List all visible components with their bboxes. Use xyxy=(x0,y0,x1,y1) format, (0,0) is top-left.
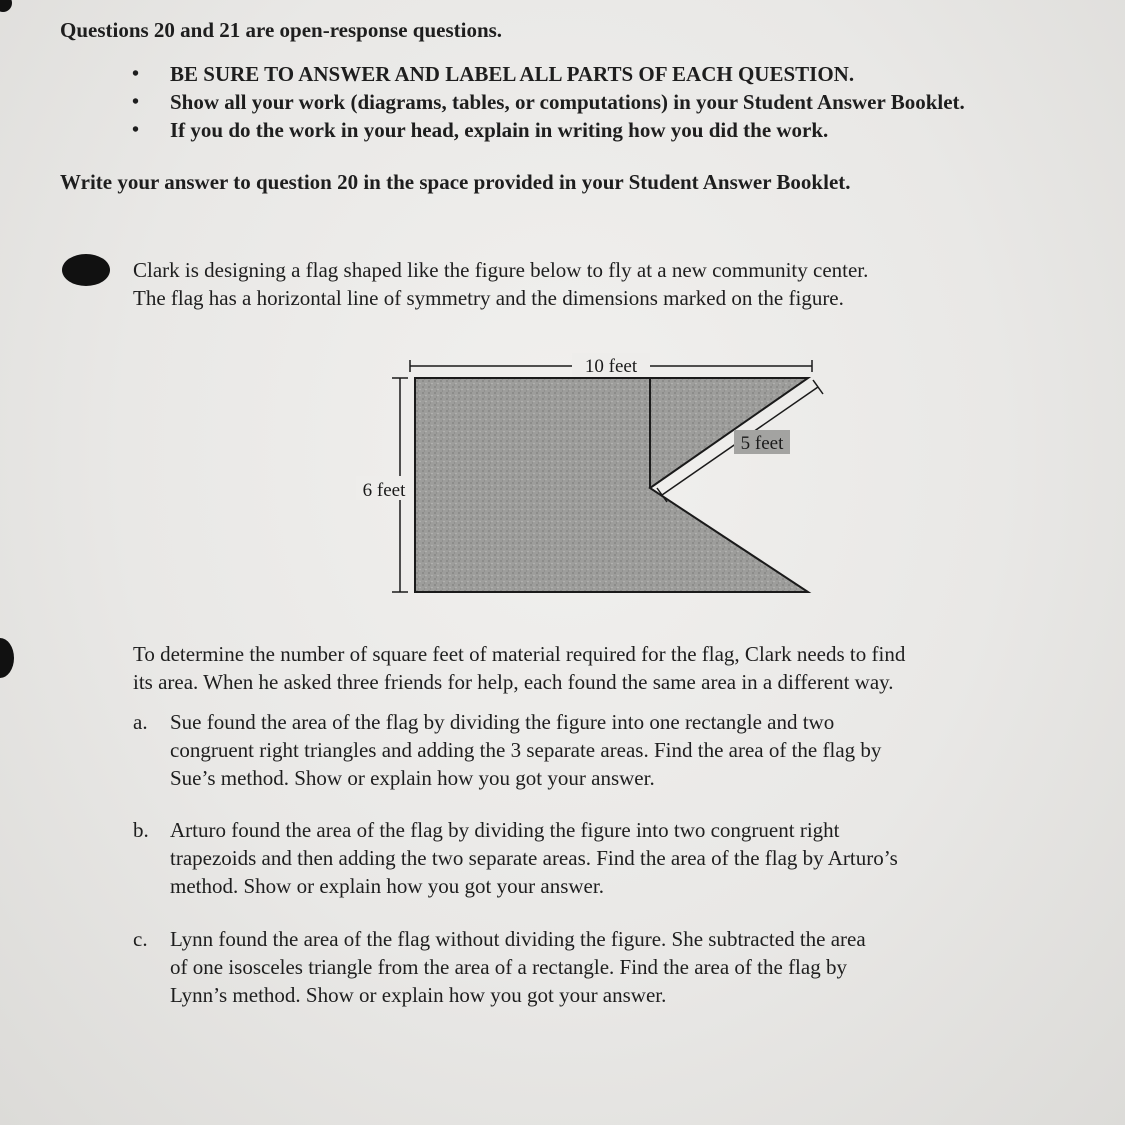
part-letter: c. xyxy=(133,927,148,951)
flag-diagram xyxy=(350,350,840,610)
diagonal-label: 5 feet xyxy=(740,433,784,454)
part-line: congruent right triangles and adding the 3 separate areas. Find the area of the flag by xyxy=(170,738,882,762)
instruction-bullets xyxy=(132,60,965,144)
part-line: Arturo found the area of the flag by dividing the figure into two congruent right xyxy=(170,818,840,842)
bullet-item: • BE SURE TO ANSWER AND LABEL ALL PARTS OF EACH QUESTION. xyxy=(132,60,965,88)
width-label: 10 feet xyxy=(584,356,638,377)
intro-line: Clark is designing a flag shaped like the figure below to fly at a new community center. xyxy=(133,258,869,282)
part-line: Lynn found the area of the flag without dividing the figure. She subtracted the area xyxy=(170,927,866,951)
part-line: Lynn’s method. Show or explain how you got your answer. xyxy=(170,983,667,1007)
question-intro xyxy=(133,256,1033,312)
answer-instruction: Write your answer to question 20 in the space provided in your Student Answer Booklet. xyxy=(60,170,851,194)
height-label: 6 feet xyxy=(362,480,406,501)
part-line: of one isosceles triangle from the area of a rectangle. Find the area of the flag by xyxy=(170,955,847,979)
corner-mark xyxy=(0,0,12,12)
body-line: its area. When he asked three friends for help, each found the same area in a different way. xyxy=(133,670,894,694)
question-body xyxy=(133,640,1053,696)
section-header: Questions 20 and 21 are open-response questions. xyxy=(60,18,503,42)
part-line: trapezoids and then adding the two separate areas. Find the area of the flag by Arturo’s xyxy=(170,846,898,870)
part-text xyxy=(170,925,1040,1009)
flag-shape xyxy=(415,378,808,592)
body-line: To determine the number of square feet of material required for the flag, Clark needs to find xyxy=(133,642,906,666)
bullet-item: • If you do the work in your head, explain in writing how you did the work. xyxy=(132,116,965,144)
part-line: Sue found the area of the flag by dividing the figure into one rectangle and two xyxy=(170,710,835,734)
part-line: method. Show or explain how you got your answer. xyxy=(170,874,604,898)
part-line: Sue’s method. Show or explain how you got your answer. xyxy=(170,766,655,790)
intro-line: The flag has a horizontal line of symmetry and the dimensions marked on the figure. xyxy=(133,286,844,310)
question-marker xyxy=(62,254,110,286)
part-letter: a. xyxy=(133,710,148,734)
margin-mark xyxy=(0,638,14,678)
part-text xyxy=(170,708,1040,792)
diagonal-tick-high xyxy=(813,380,823,394)
flag-figure xyxy=(350,350,840,610)
bullet-item: • Show all your work (diagrams, tables, or computations) in your Student Answer Booklet. xyxy=(132,88,965,116)
part-letter: b. xyxy=(133,818,149,842)
part-text xyxy=(170,816,1040,900)
